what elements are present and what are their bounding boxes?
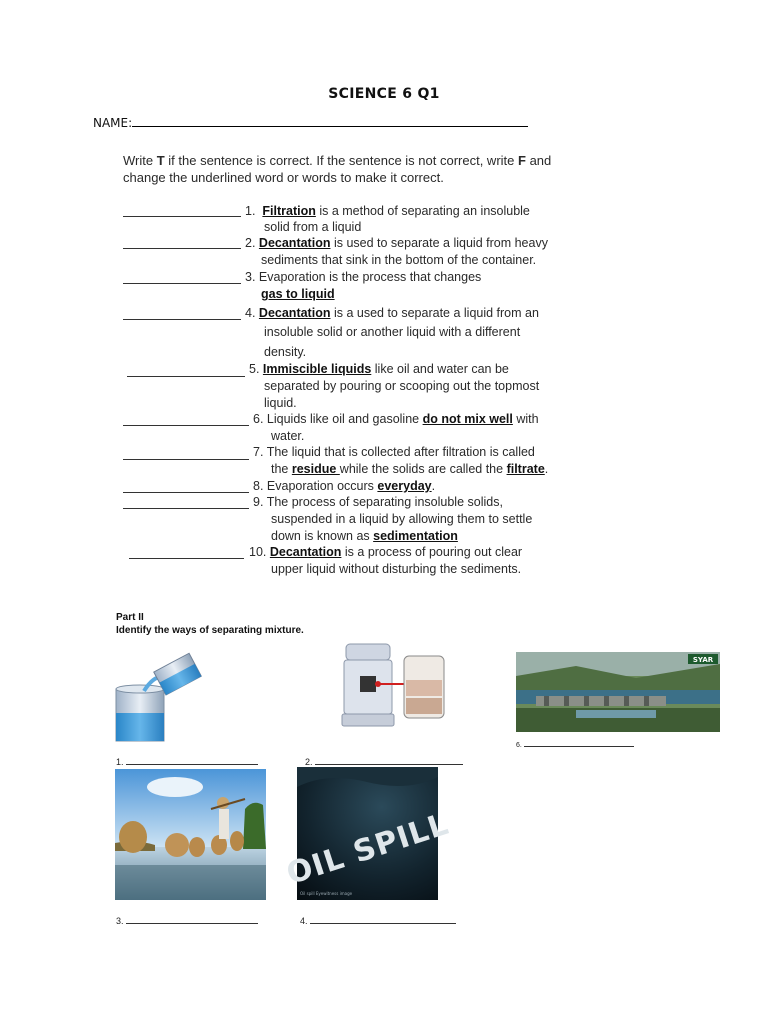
name-answer-line[interactable] (132, 116, 528, 127)
question-7: 7. The liquid that is collected after filtration is called (253, 445, 535, 459)
question-3-line-2: gas to liquid (261, 287, 335, 301)
instructions: Write T if the sentence is correct. If the sentence is not correct, write F and change the underlined word or words to make it correct. (123, 153, 552, 185)
question-10-line-2: upper liquid without disturbing the sediments. (271, 562, 522, 576)
question-5: 5. Immiscible liquids like oil and water can be (249, 362, 509, 376)
answer-line-3[interactable]: 3. (116, 915, 258, 926)
filtration-image (338, 640, 450, 732)
evaporation-image (115, 769, 266, 900)
answer-blank-6[interactable] (123, 424, 249, 426)
question-8: 8. Evaporation occurs everyday. (253, 479, 436, 493)
question-7-line-2: the residue while the solids are called the filtrate. (271, 462, 549, 476)
dam-image (516, 652, 720, 732)
answer-line-2[interactable]: 2. (305, 756, 463, 767)
question-9-line-3: down is known as sedimentation (271, 529, 458, 543)
question-9-line-2: suspended in a liquid by allowing them to settle (271, 512, 533, 526)
answer-blank-4[interactable] (123, 318, 241, 320)
oil-spill-text: OIL SPILL (282, 806, 454, 893)
answer-blank-2[interactable] (123, 247, 241, 249)
oil-spill-caption: Oil spill Eyewitness image (300, 891, 353, 896)
question-5-line-2: separated by pouring or scooping out the topmost (264, 379, 540, 393)
name-field[interactable] (93, 116, 528, 130)
question-3: 3. Evaporation is the process that changes (245, 270, 482, 284)
answer-blank-9[interactable] (123, 507, 249, 509)
answer-blank-3[interactable] (123, 282, 241, 284)
question-2-line-2: sediments that sink in the bottom of the container. (261, 253, 537, 267)
question-4: 4. Decantation is a used to separate a liquid from an (245, 306, 539, 320)
answer-blank-1[interactable] (123, 215, 241, 217)
oil-spill-image (282, 767, 454, 900)
part-2-heading: Part II Identify the ways of separating mixture. (116, 612, 304, 636)
question-5-line-3: liquid. (264, 396, 297, 410)
answer-line-1[interactable]: 1. (116, 756, 258, 767)
question-4-line-3: density. (264, 345, 307, 359)
question-1: 1. Filtration is a method of separating an insoluble (245, 204, 530, 218)
decantation-image (114, 655, 204, 745)
page-title: SCIENCE 6 Q1 (328, 86, 440, 102)
answer-blank-7[interactable] (123, 458, 249, 460)
question-6: 6. Liquids like oil and gasoline do not mix well with (253, 412, 539, 426)
question-6-line-2: water. (271, 429, 305, 443)
question-9: 9. The process of separating insoluble solids, (253, 495, 503, 509)
answer-line-6[interactable]: 6. (516, 740, 634, 749)
name-label: NAME: (93, 116, 133, 130)
answer-blank-10[interactable] (129, 557, 244, 559)
answer-blank-5[interactable] (127, 375, 245, 377)
question-10: 10. Decantation is a process of pouring out clear (249, 545, 523, 559)
question-1-line-2: solid from a liquid (264, 220, 362, 234)
answer-line-4[interactable]: 4. (300, 915, 456, 926)
question-2: 2. Decantation is used to separate a liquid from heavy (245, 236, 548, 250)
answer-blank-8[interactable] (123, 491, 249, 493)
dam-image-logo: SYAR (692, 656, 714, 664)
question-4-line-2: insoluble solid or another liquid with a different (264, 325, 521, 339)
